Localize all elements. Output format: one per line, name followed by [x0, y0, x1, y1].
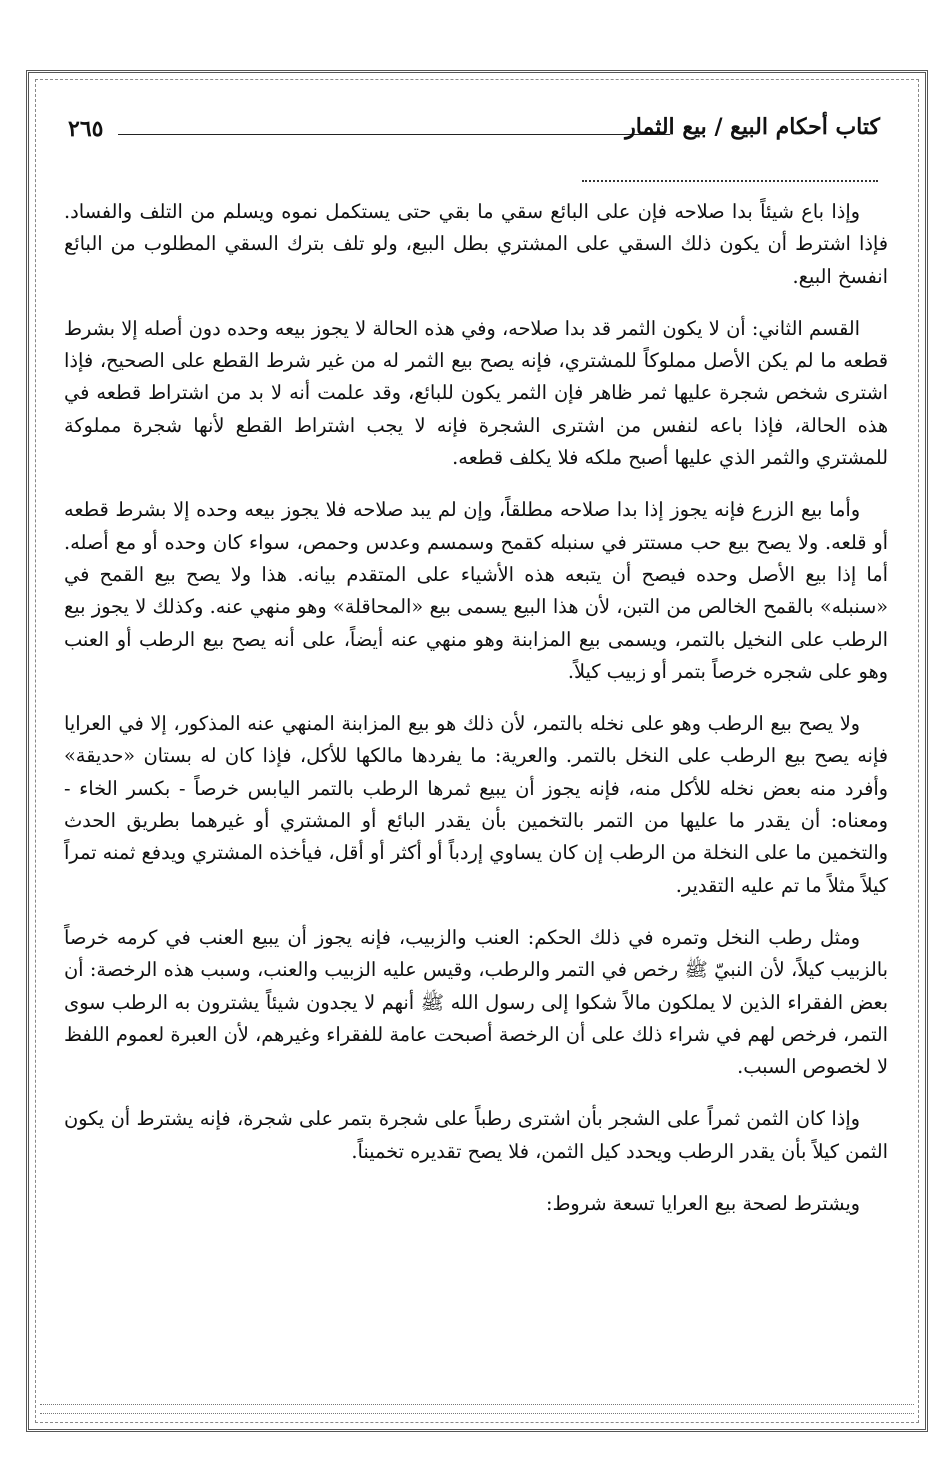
- running-title: كتاب أحكام البيع / بيع الثمار: [625, 114, 880, 140]
- body-text: [64, 196, 888, 1386]
- header-rule: [118, 134, 670, 135]
- paragraph: وأما بيع الزرع فإنه يجوز إذا بدا صلاحه مطلقاً، وإن لم يبد صلاحه فلا يجوز بيعه وحده إلا بشرط قطعه أو قلعه. ولا يصح بيع حب مستتر في سنبله كقمح وسمسم وعدس وحمص، سواء كان وحده أو مع أصله. أما إذا بيع الأصل وحده فيصح أن يتبعه هذه الأشياء على المتقدم بيانه. هذا ولا يصح بيع القمح في «سنبله» بالقمح الخالص من التبن، لأن هذا البيع يسمى بيع «المحاقلة» وهو منهي عنه. وكذلك لا يجوز بيع الرطب على النخيل بالتمر، ويسمى بيع المزابنة وهو منهي عنه أيضاً، على أنه يصح بيع الرطب أو العنب وهو على شجره خرصاً بتمر أو زبيب كيلاً.: [64, 498, 888, 683]
- paragraph: ويشترط لصحة بيع العرايا تسعة شروط:: [545, 1192, 860, 1216]
- paragraph: ومثل رطب النخل وتمره في ذلك الحكم: العنب والزبيب، فإنه يجوز أن يبيع العنب في كرمه خرصاً بالزبيب كيلاً، لأن النبيّ ﷺ رخص في التمر والرطب، وقيس عليه الزبيب والعنب، وسبب هذه الرخصة: أن بعض الفقراء الذين لا يملكون مالاً شكوا إلى رسول الله ﷺ أنهم لا يجدون شيئاً يشترون به الرطب سوى التمر، فرخص لهم في شراء ذلك على أن الرخصة أصبحت عامة للفقراء وغيرهم، لأن العبرة لعموم اللفظ لا لخصوص السبب.: [64, 925, 888, 1079]
- paragraph: ولا يصح بيع الرطب وهو على نخله بالتمر، لأن ذلك هو بيع المزابنة المنهي عنه المذكور، إلا في العرايا فإنه يصح بيع الرطب على النخل بالتمر. والعرية: ما يفردها مالكها للأكل، فإذا كان له بستان «حديقة» وأفرد منه بعض نخله للأكل منه، فإنه يجوز أن يبيع ثمرها الرطب بالتمر اليابس خرصاً - بكسر الخاء - ومعناه: أن يقدر ما عليها من التمر بالتخمين بأن يقدر البائع أو المشتري أو غيرهما بطريق الحدث والتخمين ما على النخلة من الرطب إن كان يساوي إردباً أو أكثر أو أقل، فيأخذه المشتري ويدفع ثمنه تمراً كيلاً مثلاً ما تم عليه التقدير.: [64, 712, 888, 897]
- paragraph: وإذا كان الثمن ثمراً على الشجر بأن اشترى رطباً على شجرة بتمر على شجرة، فإنه يشترط أن يكون الثمن كيلاً بأن يقدر الرطب ويحدد كيل الثمن، فلا يصح تقديره تخميناً.: [64, 1107, 888, 1163]
- bottom-ornament: [40, 1404, 914, 1414]
- page-number: ٢٦٥: [68, 116, 104, 142]
- paragraph: وإذا باع شيئاً بدا صلاحه فإن على البائع سقي ما بقي حتى يستكمل نموه ويسلم من التلف والفساد. فإذا اشترط أن يكون ذلك السقي على المشتري بطل البيع، ولو تلف بترك السقي المطلوب من البائع انفسخ البيع.: [64, 200, 888, 288]
- paragraph: القسم الثاني: أن لا يكون الثمر قد بدا صلاحه، وفي هذه الحالة لا يجوز بيعه وحده دون أصله إلا بشرط قطعه ما لم يكن الأصل مملوكاً للمشتري، فإنه يصح بيع الثمر له من غير شرط القطع على الصحيح، فإذا اشترى شخص شجرة عليها ثمر ظاهر فإن الثمر يكون للبائع، وقد علمت أنه لا بد من اشتراط قطعه في هذه الحالة، فإذا باعه لنفس من اشترى الشجرة فإنه لا يجب اشتراط القطع لأنها شجرة مملوكة للمشتري والثمر الذي عليها أصبح ملكه فلا يكلف قطعه.: [64, 316, 888, 470]
- page-header: [64, 112, 880, 152]
- header-dotted-rule: [582, 180, 878, 182]
